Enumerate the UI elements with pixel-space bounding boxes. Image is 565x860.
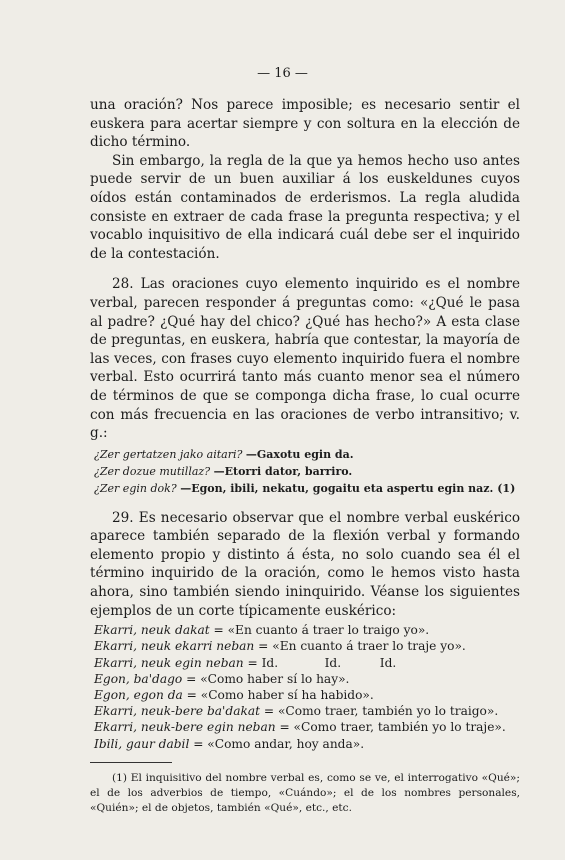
example-line xyxy=(94,719,520,735)
footnote-divider xyxy=(90,762,172,763)
example-euskera: Ekarri, neuk-bere egin neban xyxy=(94,720,276,735)
example-line xyxy=(94,736,520,752)
paragraph-28: 28. Las oraciones cuyo elemento inquirido es el nombre verbal, parecen responder á preguntas como: «¿Qué le pasa al padre? ¿Qué hay del chico? ¿Qué has hecho?» A esta clase de preguntas, en euskera, habría que contestar, la mayoría de las veces, con frases cuyo elemento inquirido fuera el nombre verbal. Esto ocurrirá tanto más cuanto menor sea el número de términos de que se componga dicha frase, lo cual ocurre con más frecuencia en las oraciones de verbo intransitivo; v. g.: xyxy=(90,276,520,442)
example-question: ¿Zer egin dok? xyxy=(94,481,177,495)
example-euskera: Ekarri, neuk ekarri neban xyxy=(94,639,255,654)
example-line xyxy=(94,671,520,687)
example-translation: = «Como haber sí ha habido». xyxy=(186,688,374,703)
example-line xyxy=(94,446,520,463)
example-euskera: Ekarri, neuk-bere ba'dakat xyxy=(94,704,261,719)
examples-29 xyxy=(90,622,520,752)
example-answer: —Egon, ibili, nekatu, gogaitu eta aspertu egin naz. (1) xyxy=(180,481,516,495)
spacer xyxy=(90,497,520,509)
spacer xyxy=(90,263,520,275)
page-number: — 16 — xyxy=(257,66,308,81)
example-euskera: Ibili, gaur dabil xyxy=(94,736,190,751)
example-question: ¿Zer gertatzen jako aitari? xyxy=(94,447,243,461)
example-euskera: Ekarri, neuk dakat xyxy=(94,623,210,638)
example-answer: —Gaxotu egin da. xyxy=(245,447,354,461)
example-line xyxy=(94,463,520,480)
example-line xyxy=(94,480,520,497)
example-translation: = «Como haber sí lo hay». xyxy=(186,671,350,686)
example-translation: = «Como traer, también yo lo traigo». xyxy=(263,704,499,719)
example-translation: = «En cuanto á traer lo traigo yo». xyxy=(213,623,430,638)
example-euskera: Egon, ba'dago xyxy=(94,671,183,686)
footnote: (1) El inquisitivo del nombre verbal es, como se ve, el interrogativo «Qué»; el de los adverbios de tiempo, «Cuándo»; el de los nombres personales, «Quién»; el de objetos, también «Qué», etc., etc. xyxy=(90,771,520,814)
example-line xyxy=(94,687,520,703)
example-translation: = «Como andar, hoy anda». xyxy=(193,736,365,751)
paragraph-regla: Sin embargo, la regla de la que ya hemos hecho uso antes puede servir de un buen auxiliar á los euskeldunes cuyos oídos están contaminados de erderismos. La regla aludida consiste en extraer de cada frase la pregunta respectiva; y el vocablo inquisitivo de ella indicará cuál debe ser el inquirido de la contestación. xyxy=(90,152,520,262)
example-translation: = «Como traer, también yo lo traje». xyxy=(279,720,506,735)
example-translation: = «En cuanto á traer lo traje yo». xyxy=(258,639,466,654)
examples-28 xyxy=(90,446,520,497)
example-question: ¿Zer dozue mutillaz? xyxy=(94,464,211,478)
page-text xyxy=(90,96,520,816)
example-line xyxy=(94,622,520,638)
paragraph-29: 29. Es necesario observar que el nombre verbal euskérico aparece también separado de la flexión verbal y formando elemento propio y distinto á ésta, no solo cuando sea él el término inquirido de la oración, como le hemos visto hasta ahora, sino también siendo ininquirido. Véanse los siguientes ejemplos de un corte típicamente euskérico: xyxy=(90,509,520,619)
example-answer: —Etorri dator, barriro. xyxy=(213,464,353,478)
example-line xyxy=(94,655,520,671)
example-euskera: Egon, egon da xyxy=(94,688,183,703)
example-euskera: Ekarri, neuk egin neban xyxy=(94,655,244,670)
example-translation: = Id. Id. Id. xyxy=(247,655,397,670)
paragraph-continuation: una oración? Nos parece imposible; es necesario sentir el euskera para acertar siempre y con soltura en la elección de dicho término. xyxy=(90,97,520,151)
example-line xyxy=(94,638,520,654)
example-line xyxy=(94,703,520,719)
